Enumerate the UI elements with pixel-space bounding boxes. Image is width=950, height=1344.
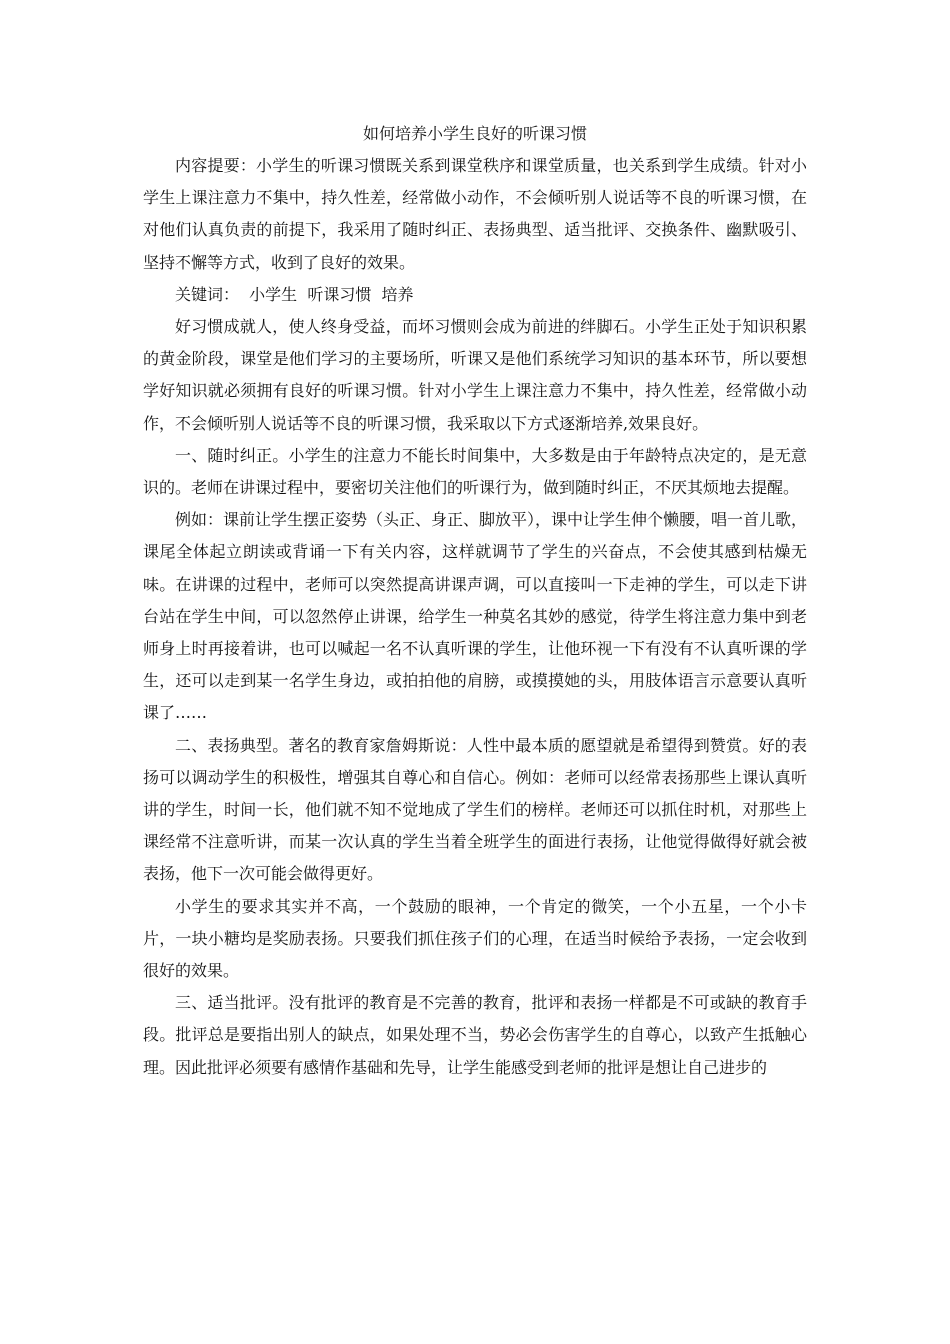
- body-paragraph-section-3: 三、适当批评。没有批评的教育是不完善的教育，批评和表扬一样都是不可或缺的教育手段。批评总是要指出别人的缺点，如果处理不当，势必会伤害学生的自尊心，以致产生抵触心理。因此批评必须要有感情作基础和先导，让学生能感受到老师的批评是想让自己进步的: [143, 993, 807, 1077]
- body-paragraph-section-2: 二、表扬典型。著名的教育家詹姆斯说：人性中最本质的愿望就是希望得到赞赏。好的表扬可以调动学生的积极性，增强其自尊心和自信心。例如：老师可以经常表扬那些上课认真听讲的学生，时间一长，他们就不知不觉地成了学生们的榜样。老师还可以抓住时机，对那些上课经常不注意听讲，而某一次认真的学生当着全班学生的面进行表扬，让他觉得做得好就会被表扬，他下一次可能会做得更好。: [143, 735, 807, 884]
- body-paragraph-intro: 好习惯成就人，使人终身受益，而坏习惯则会成为前进的绊脚石。小学生正处于知识积累的黄金阶段，课堂是他们学习的主要场所，听课又是他们系统学习知识的基本环节，所以要想学好知识就必须拥有良好的听课习惯。针对小学生上课注意力不集中，持久性差，经常做小动作，不会倾听别人说话等不良的听课习惯，我采取以下方式逐渐培养,效果良好。: [143, 317, 807, 433]
- keywords-line: 关键词： 小学生 听课习惯 培养: [175, 284, 414, 304]
- document-body: [143, 120, 807, 1084]
- abstract-paragraph: 内容提要：小学生的听课习惯既关系到课堂秩序和课堂质量，也关系到学生成绩。针对小学生上课注意力不集中，持久性差，经常做小动作，不会倾听别人说话等不良的听课习惯，在对他们认真负责的前提下，我采用了随时纠正、表扬典型、适当批评、交换条件、幽默吸引、坚持不懈等方式，收到了良好的效果。: [143, 156, 807, 272]
- body-paragraph-example: 例如：课前让学生摆正姿势（头正、身正、脚放平），课中让学生伸个懒腰，唱一首儿歌，课尾全体起立朗读或背诵一下有关内容，这样就调节了学生的兴奋点，不会使其感到枯燥无味。在讲课的过程中，老师可以突然提高讲课声调，可以直接叫一下走神的学生，可以走下讲台站在学生中间，可以忽然停止讲课，给学生一种莫名其妙的感觉，待学生将注意力集中到老师身上时再接着讲，也可以喊起一名不认真听课的学生，让他环视一下有没有不认真听课的学生，还可以走到某一名学生身边，或拍拍他的肩膀，或摸摸她的头，用肢体语言示意要认真听课了……: [143, 510, 808, 723]
- body-paragraph-rewards: 小学生的要求其实并不高，一个鼓励的眼神，一个肯定的微笑，一个小五星，一个小卡片，一块小糖均是奖励表扬。只要我们抓住孩子们的心理，在适当时候给予表扬，一定会收到很好的效果。: [143, 896, 807, 981]
- body-paragraph-section-1: 一、随时纠正。小学生的注意力不能长时间集中，大多数是由于年龄特点决定的，是无意识的。老师在讲课过程中，要密切关注他们的听课行为，做到随时纠正，不厌其烦地去提醒。: [143, 445, 807, 498]
- document-title: 如何培养小学生良好的听课习惯: [362, 124, 587, 143]
